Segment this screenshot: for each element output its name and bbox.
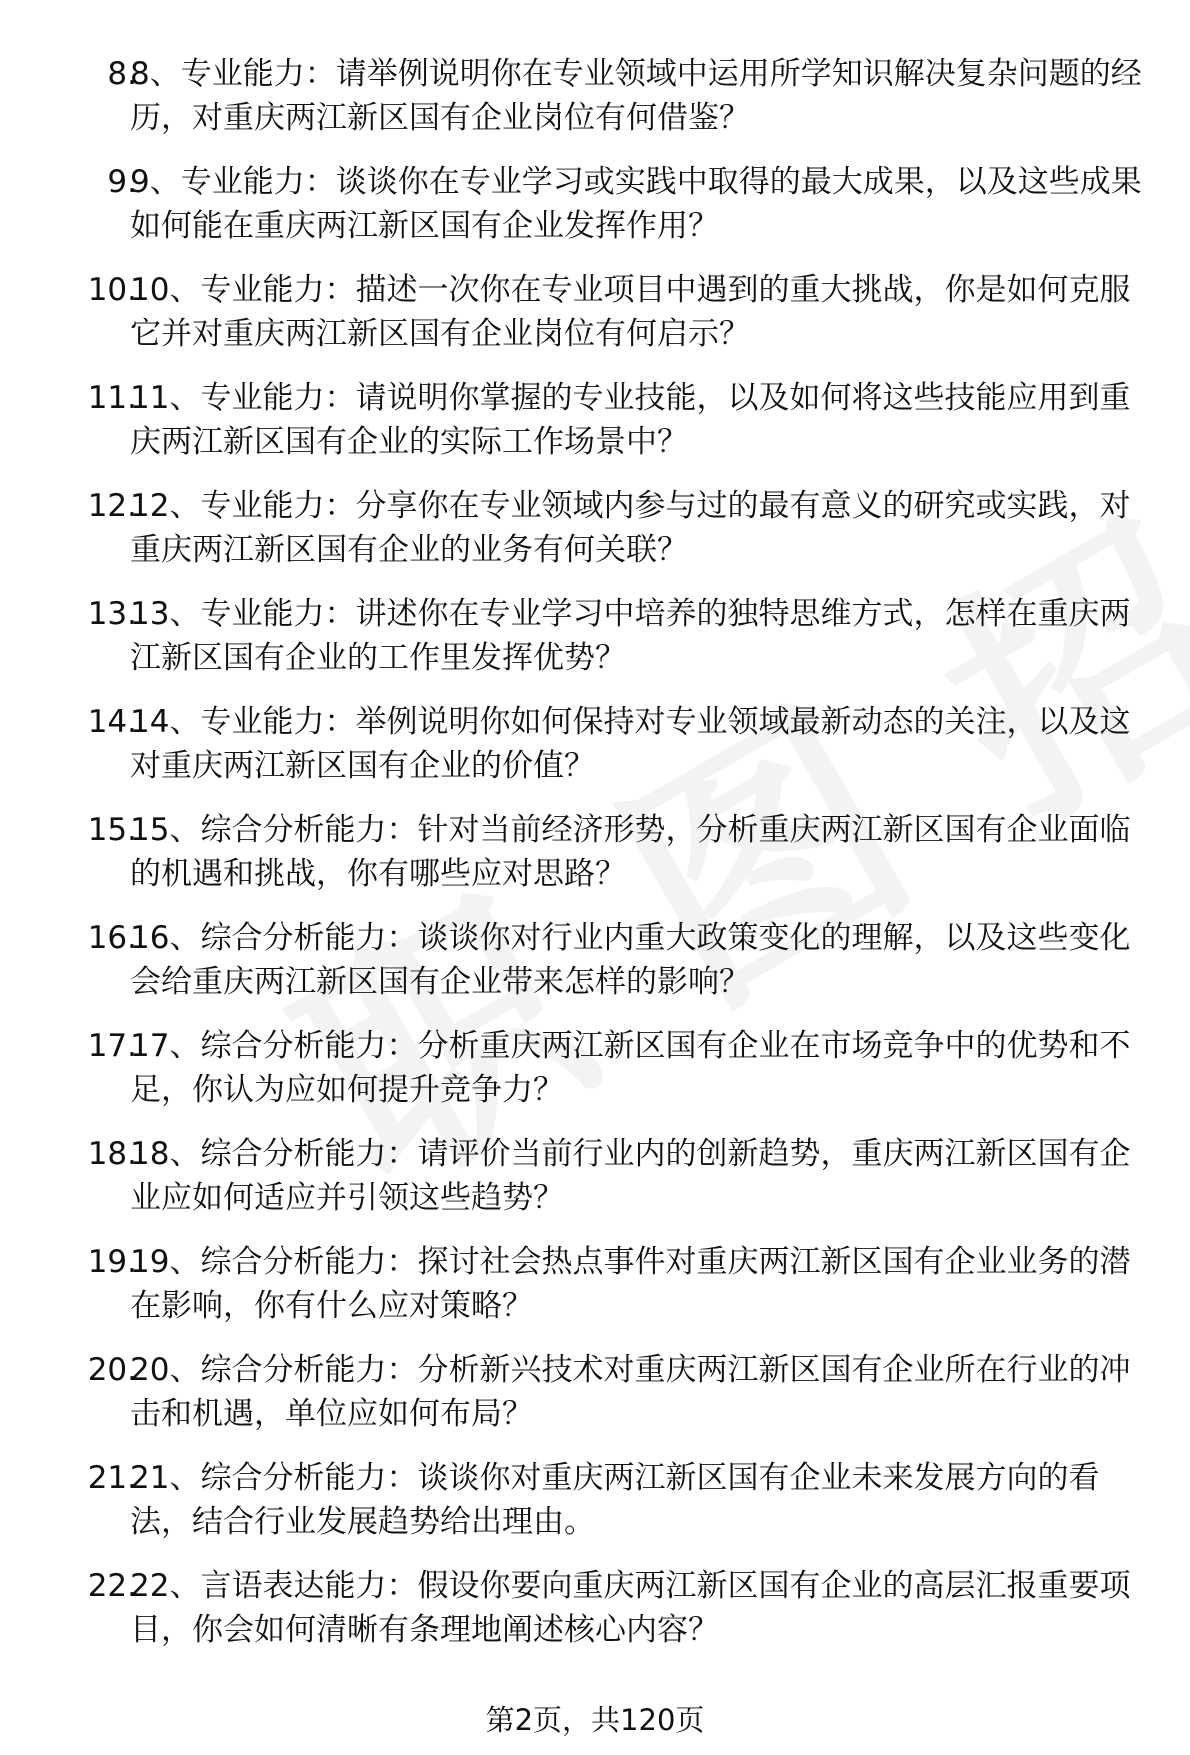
list-item-number: 15. <box>87 812 137 848</box>
list-item <box>0 1024 1190 1132</box>
list-item-text: 16、综合分析能力：谈谈你对行业内重大政策变化的理解，以及这些变化会给重庆两江新区国有企业带来怎样的影响？ <box>130 920 1131 1000</box>
list-item-number: 13. <box>87 596 137 632</box>
list-item-number: 8. <box>107 56 137 92</box>
list-item <box>0 916 1190 1024</box>
list-item <box>0 592 1190 700</box>
list-item <box>0 1456 1190 1564</box>
list-item-text: 20、综合分析能力：分析新兴技术对重庆两江新区国有企业所在行业的冲击和机遇，单位应如何布局？ <box>130 1352 1131 1432</box>
list-item-number: 16. <box>87 920 137 956</box>
list-item <box>0 808 1190 916</box>
list-item <box>0 484 1190 592</box>
list-item-text: 19、综合分析能力：探讨社会热点事件对重庆两江新区国有企业业务的潜在影响，你有什么应对策略？ <box>130 1244 1131 1324</box>
page-footer: 第2页，共120页 <box>485 1703 705 1737</box>
list-item-number: 21. <box>87 1460 137 1496</box>
list-item <box>0 700 1190 808</box>
list-item-text: 22、言语表达能力：假设你要向重庆两江新区国有企业的高层汇报重要项目，你会如何清晰有条理地阐述核心内容？ <box>130 1568 1131 1648</box>
list-item-number: 10. <box>87 272 137 308</box>
list-item-text: 21、综合分析能力：谈谈你对重庆两江新区国有企业未来发展方向的看法，结合行业发展趋势给出理由。 <box>130 1460 1100 1540</box>
list-item <box>0 1240 1190 1348</box>
list-item <box>0 1132 1190 1240</box>
list-item <box>0 268 1190 376</box>
list-item <box>0 376 1190 484</box>
list-item-number: 9. <box>107 164 137 200</box>
list-item <box>0 160 1190 268</box>
list-item-text: 10、专业能力：描述一次你在专业项目中遇到的重大挑战，你是如何克服它并对重庆两江新区国有企业岗位有何启示？ <box>130 272 1131 352</box>
question-list <box>0 52 1190 1672</box>
list-item <box>0 1348 1190 1456</box>
list-item-text: 8、专业能力：请举例说明你在专业领域中运用所学知识解决复杂问题的经历，对重庆两江新区国有企业岗位有何借鉴？ <box>130 56 1142 136</box>
list-item <box>0 52 1190 160</box>
list-item-text: 9、专业能力：谈谈你在专业学习或实践中取得的最大成果，以及这些成果如何能在重庆两江新区国有企业发挥作用？ <box>130 164 1142 244</box>
list-item-number: 17. <box>87 1028 137 1064</box>
list-item-text: 13、专业能力：讲述你在专业学习中培养的独特思维方式，怎样在重庆两江新区国有企业的工作里发挥优势？ <box>130 596 1131 676</box>
list-item <box>0 1564 1190 1672</box>
list-item-number: 11. <box>87 380 137 416</box>
list-item-text: 15、综合分析能力：针对当前经济形势，分析重庆两江新区国有企业面临的机遇和挑战，你有哪些应对思路？ <box>130 812 1131 892</box>
list-item-text: 11、专业能力：请说明你掌握的专业技能，以及如何将这些技能应用到重庆两江新区国有企业的实际工作场景中？ <box>130 380 1131 460</box>
list-item-number: 14. <box>87 704 137 740</box>
list-item-number: 19. <box>87 1244 137 1280</box>
list-item-number: 12. <box>87 488 137 524</box>
list-item-text: 12、专业能力：分享你在专业领域内参与过的最有意义的研究或实践，对重庆两江新区国有企业的业务有何关联？ <box>130 488 1131 568</box>
list-item-number: 20. <box>87 1352 137 1388</box>
list-item-text: 18、综合分析能力：请评价当前行业内的创新趋势，重庆两江新区国有企业应如何适应并引领这些趋势？ <box>130 1136 1131 1216</box>
list-item-number: 22. <box>87 1568 137 1604</box>
list-item-text: 17、综合分析能力：分析重庆两江新区国有企业在市场竞争中的优势和不足，你认为应如何提升竞争力？ <box>130 1028 1131 1108</box>
list-item-number: 18. <box>87 1136 137 1172</box>
list-item-text: 14、专业能力：举例说明你如何保持对专业领域最新动态的关注，以及这对重庆两江新区国有企业的价值？ <box>130 704 1131 784</box>
